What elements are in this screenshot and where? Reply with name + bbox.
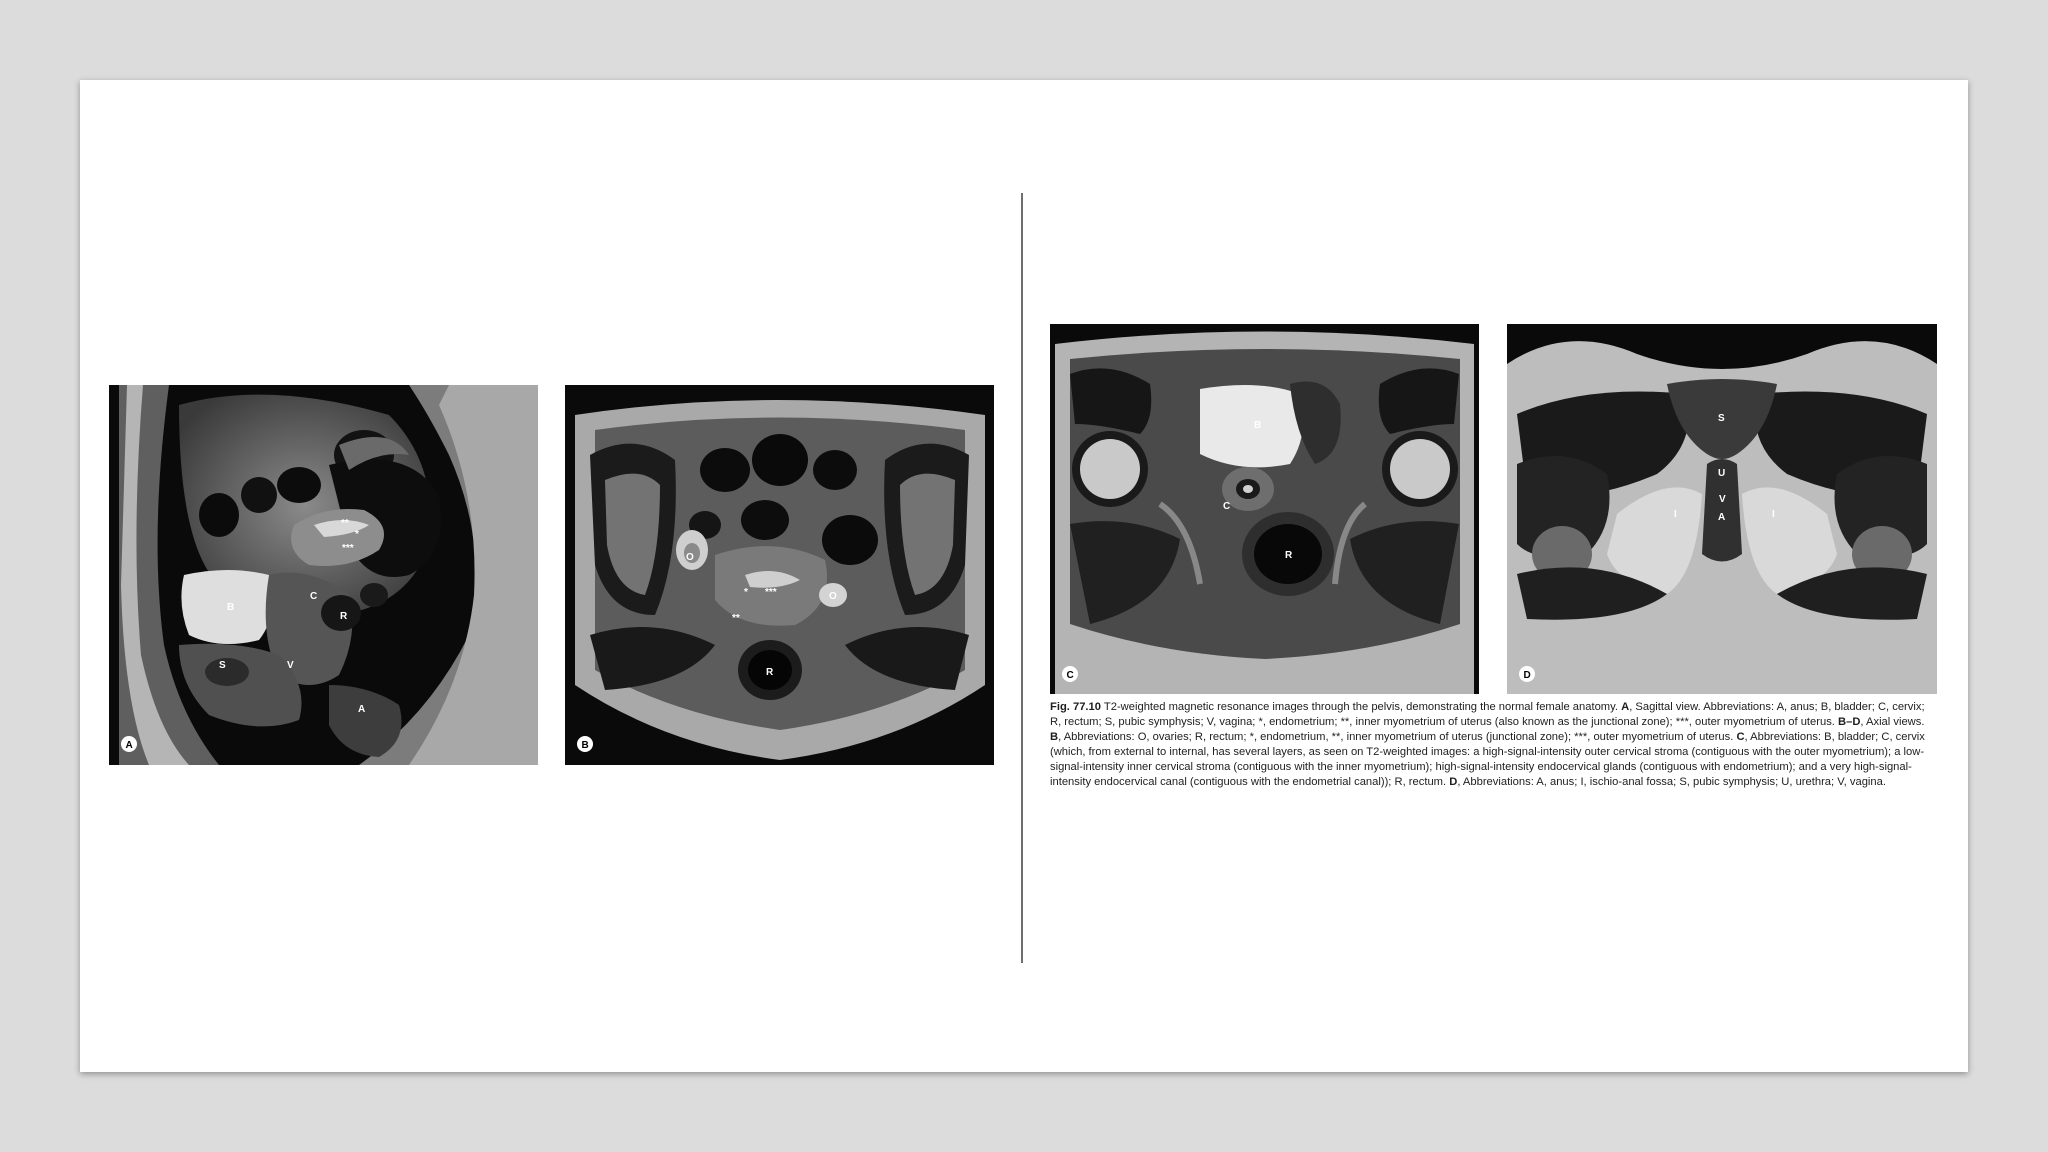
panel-d-letter: D bbox=[1523, 670, 1531, 681]
label-b-rectum: R bbox=[766, 667, 774, 678]
mri-image-b bbox=[565, 385, 994, 765]
label-c-rectum: R bbox=[1285, 550, 1293, 561]
label-a-vagina: V bbox=[287, 660, 294, 671]
label-a-triple-star: *** bbox=[342, 543, 354, 554]
caption-b-label: B bbox=[1050, 731, 1059, 743]
caption-c-label: C bbox=[1736, 731, 1745, 743]
figure-caption bbox=[1050, 700, 1930, 790]
caption-b-text: , Abbreviations: O, ovaries; R, rectum; *, endometrium, **, inner myometrium of uterus (junctional zone); ***, outer myometrium of uterus. bbox=[1058, 731, 1737, 743]
mri-panel-c-axial bbox=[1050, 324, 1479, 694]
label-b-double-star: ** bbox=[732, 613, 740, 624]
caption-intro: T2-weighted magnetic resonance images through the pelvis, demonstrating the normal female anatomy. bbox=[1101, 701, 1622, 713]
panel-c-letter: C bbox=[1066, 670, 1074, 681]
label-b-triple-star: *** bbox=[765, 587, 777, 598]
label-b-ovary-left: O bbox=[686, 552, 694, 563]
label-d-fossa-left: I bbox=[1674, 509, 1677, 520]
label-d-symphysis: S bbox=[1718, 413, 1725, 424]
caption-a-text: , Sagittal view. Abbreviations: A, anus; B, bladder; C, cervix; R, rectum; S, pubic symphysis; V, vagina; *, endometrium; **, inner myometrium of uterus (also known as the junctional zone); ***, outer myometrium of uterus. bbox=[1050, 701, 1925, 728]
label-d-fossa-right: I bbox=[1772, 509, 1775, 520]
label-a-bladder: B bbox=[227, 602, 235, 613]
caption-c-text: , Abbreviations: B, bladder; C, cervix (which, from external to internal, has several layers, as seen on T2-weighted images: a high-signal-intensity outer cervical stroma (contiguous with the outer myometrium); a low-signal-intensity inner cervical stroma (contiguous with the inner myometrium); high-signal-intensity endocervical glands (contiguous with endometrium); and a very high-signal-intensity endocervical canal (contiguous with the endometrial canal)); R, rectum. bbox=[1050, 731, 1925, 788]
panel-b-letter: B bbox=[581, 740, 589, 751]
label-d-anus: A bbox=[1718, 512, 1726, 523]
label-a-double-star: ** bbox=[341, 518, 349, 529]
caption-d-text: , Abbreviations: A, anus; I, ischio-anal fossa; S, pubic symphysis; U, urethra; V, vagina. bbox=[1457, 776, 1886, 788]
label-b-ovary-right: O bbox=[829, 591, 837, 602]
page-gutter-divider bbox=[1021, 193, 1023, 963]
label-a-symphysis: S bbox=[219, 660, 226, 671]
caption-bd-text: , Axial views. bbox=[1860, 716, 1925, 728]
caption-bd-label: B–D bbox=[1838, 716, 1861, 728]
page-sheet bbox=[80, 80, 1968, 1072]
mri-panel-b-axial bbox=[565, 385, 994, 765]
label-a-anus: A bbox=[358, 704, 366, 715]
label-a-rectum: R bbox=[340, 611, 348, 622]
label-d-urethra: U bbox=[1718, 468, 1726, 479]
caption-d-label: D bbox=[1449, 776, 1458, 788]
mri-image-a bbox=[109, 385, 538, 765]
label-c-cervix: C bbox=[1223, 501, 1231, 512]
caption-a-label: A bbox=[1621, 701, 1630, 713]
panel-a-letter: A bbox=[125, 740, 133, 751]
mri-image-c bbox=[1050, 324, 1479, 694]
label-d-vagina: V bbox=[1719, 494, 1726, 505]
label-b-star: * bbox=[744, 587, 748, 598]
mri-image-d bbox=[1507, 324, 1937, 694]
label-a-cervix: C bbox=[310, 591, 318, 602]
mri-panel-a-sagittal bbox=[109, 385, 538, 765]
caption-fig-number: Fig. 77.10 bbox=[1050, 701, 1101, 713]
label-c-bladder: B bbox=[1254, 420, 1262, 431]
label-a-star: * bbox=[355, 529, 359, 540]
mri-panel-d-axial bbox=[1507, 324, 1937, 694]
